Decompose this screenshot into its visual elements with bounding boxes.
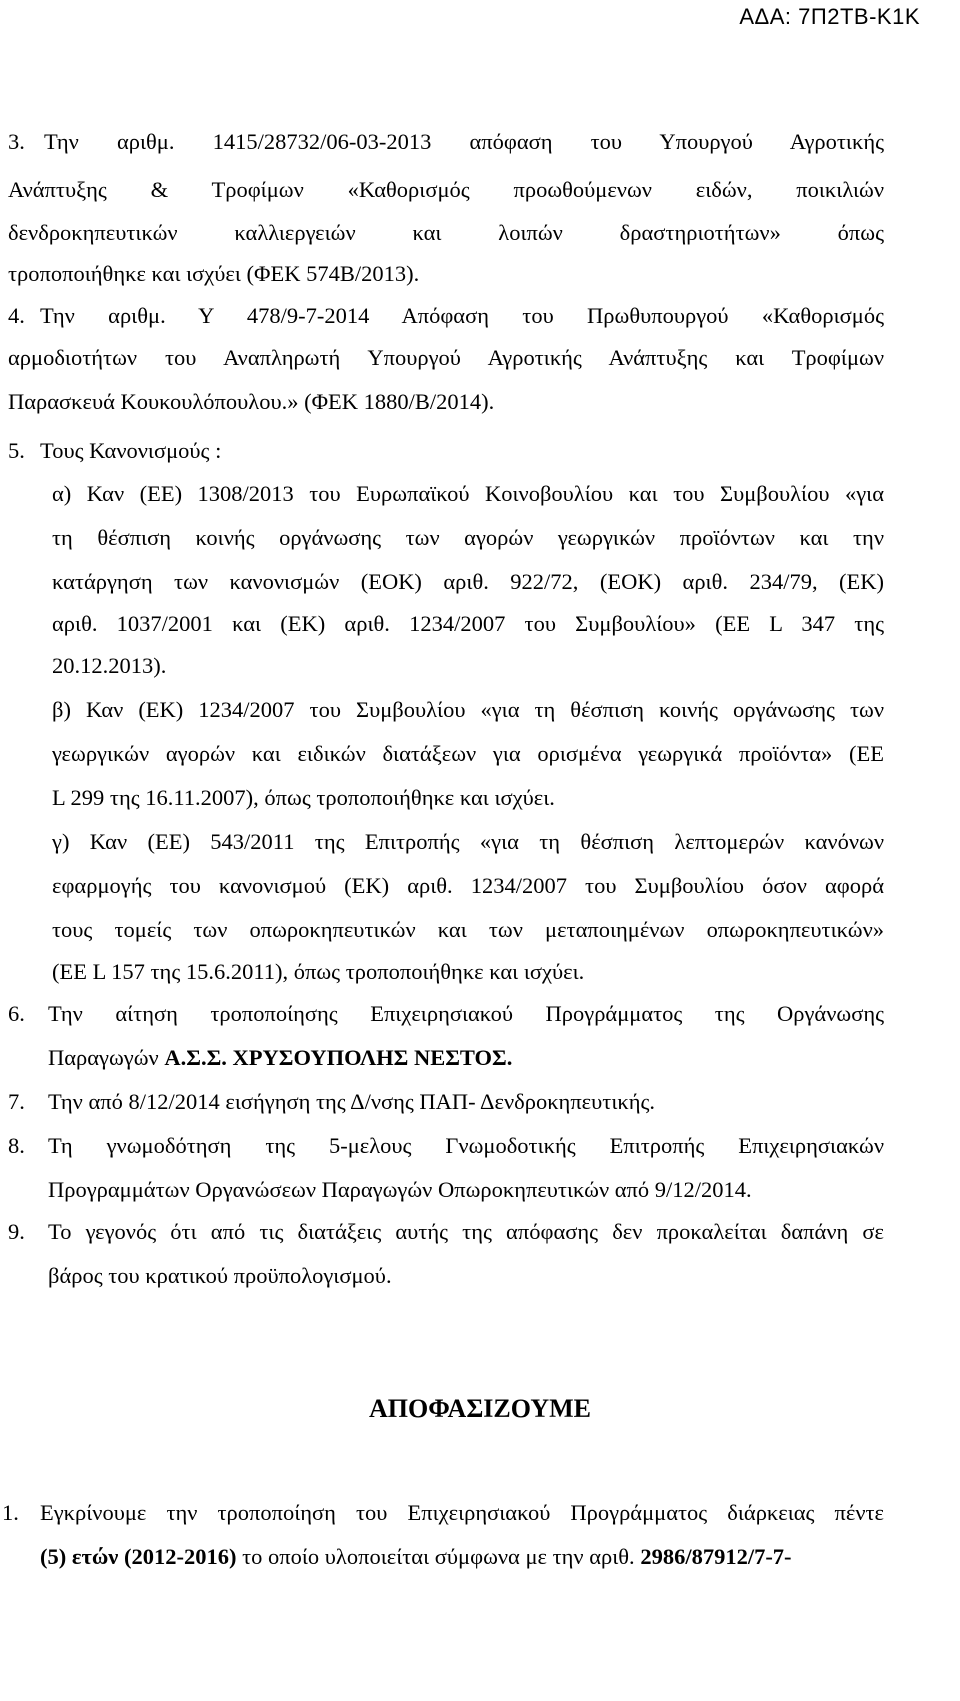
item-8-number: 8. — [8, 1133, 25, 1158]
regulation-a-line-4: αριθ. 1037/2001 και (ΕΚ) αριθ. 1234/2007 του Συμβουλίου» (ΕΕ L 347 της — [52, 611, 884, 636]
item-7-line-1: Την από 8/12/2014 εισήγηση της Δ/νσης ΠΑΠ- Δενδροκηπευτικής. — [48, 1089, 656, 1114]
regulation-c-line-4: (ΕΕ L 157 της 15.6.2011), όπως τροποποιήθηκε και ισχύει. — [52, 959, 585, 984]
item-3-line-4: τροποποιήθηκε και ισχύει (ΦΕΚ 574Β/2013). — [8, 261, 420, 286]
item-9-line-2: βάρος του κρατικού προϋπολογισμού. — [48, 1263, 392, 1288]
regulation-b-line-2: γεωργικών αγορών και ειδικών διατάξεων για ορισμένα γεωργικά προϊόντα» (ΕΕ — [52, 741, 884, 766]
decision-heading: ΑΠΟΦΑΣΙΖΟΥΜΕ — [369, 1394, 591, 1423]
item-8-line-2: Προγραμμάτων Οργανώσεων Παραγωγών Οπωροκηπευτικών από 9/12/2014. — [48, 1177, 752, 1202]
item-5-line-1: Τους Κανονισμούς : — [40, 438, 222, 463]
item-6-line-2-text: Παραγωγών — [48, 1045, 165, 1070]
item-4-number: 4. — [8, 303, 25, 328]
regulation-c-line-3: τους τομείς των οπωροκηπευτικών και των μεταποιημένων οπωροκηπευτικών» — [52, 917, 884, 942]
item-8-line-1: Τη γνωμοδότηση της 5-μελους Γνωμοδοτικής Επιτροπής Επιχειρησιακών — [48, 1133, 884, 1158]
regulation-c-line-1: γ) Καν (ΕΕ) 543/2011 της Επιτροπής «για τη θέσπιση λεπτομερών κανόνων — [52, 829, 884, 854]
item-6-line-2 — [48, 1045, 512, 1071]
program-duration: (5) ετών (2012-2016) — [40, 1544, 237, 1569]
regulation-a-line-5: 20.12.2013). — [52, 653, 167, 678]
decision-1-line-2 — [40, 1544, 792, 1570]
item-3-line-3: δενδροκηπευτικών καλλιεργειών και λοιπών δραστηριοτήτων» όπως — [8, 220, 884, 245]
decision-reference: 2986/87912/7-7- — [640, 1544, 792, 1569]
item-9-line-1: Το γεγονός ότι από τις διατάξεις αυτής της απόφασης δεν προκαλείται δαπάνη σε — [48, 1219, 884, 1244]
decision-1-number: 1. — [2, 1500, 19, 1525]
decision-1-line-2-text: το οποίο υλοποιείται σύμφωνα με την αριθ. — [236, 1544, 641, 1569]
item-7-number: 7. — [8, 1089, 25, 1114]
regulation-c-line-2: εφαρμογής του κανονισμού (ΕΚ) αριθ. 1234/2007 του Συμβουλίου όσον αφορά — [52, 873, 884, 898]
item-3-line-1: Την αριθμ. 1415/28732/06-03-2013 απόφαση του Υπουργού Αγροτικής — [44, 129, 884, 154]
item-6-number: 6. — [8, 1001, 25, 1026]
item-6-line-1: Την αίτηση τροποποίησης Επιχειρησιακού Προγράμματος της Οργάνωσης — [48, 1001, 884, 1026]
regulation-a-line-1: α) Καν (ΕΕ) 1308/2013 του Ευρωπαϊκού Κοινοβουλίου και του Συμβουλίου «για — [52, 481, 884, 506]
regulation-a-line-2: τη θέσπιση κοινής οργάνωσης των αγορών γεωργικών προϊόντων και την — [52, 525, 884, 550]
regulation-a-line-3: κατάργηση των κανονισμών (ΕΟΚ) αριθ. 922/72, (ΕΟΚ) αριθ. 234/79, (ΕΚ) — [52, 569, 884, 594]
item-9-number: 9. — [8, 1219, 25, 1244]
regulation-b-line-1: β) Καν (ΕΚ) 1234/2007 του Συμβουλίου «για τη θέσπιση κοινής οργάνωσης των — [52, 697, 884, 722]
item-4-line-3: Παρασκευά Κουκουλόπουλου.» (ΦΕΚ 1880/Β/2014). — [8, 389, 495, 414]
item-3-number: 3. — [8, 129, 25, 154]
item-5-number: 5. — [8, 438, 25, 463]
item-3-line-2: Ανάπτυξης & Τροφίμων «Καθορισμός προωθούμενων ειδών, ποικιλιών — [8, 177, 884, 202]
ada-code: ΑΔΑ: 7Π2ΤΒ-Κ1Κ — [739, 4, 920, 29]
regulation-b-line-3: L 299 της 16.11.2007), όπως τροποποιήθηκε και ισχύει. — [52, 785, 555, 810]
item-4-line-1: Την αριθμ. Υ 478/9-7-2014 Απόφαση του Πρωθυπουργού «Καθορισμός — [40, 303, 884, 328]
item-4-line-2: αρμοδιοτήτων του Αναπληρωτή Υπουργού Αγροτικής Ανάπτυξης και Τροφίμων — [8, 345, 884, 370]
decision-1-line-1: Εγκρίνουμε την τροποποίηση του Επιχειρησιακού Προγράμματος διάρκειας πέντε — [40, 1500, 884, 1525]
organization-name: Α.Σ.Σ. ΧΡΥΣΟΥΠΟΛΗΣ ΝΕΣΤΟΣ. — [164, 1045, 513, 1070]
